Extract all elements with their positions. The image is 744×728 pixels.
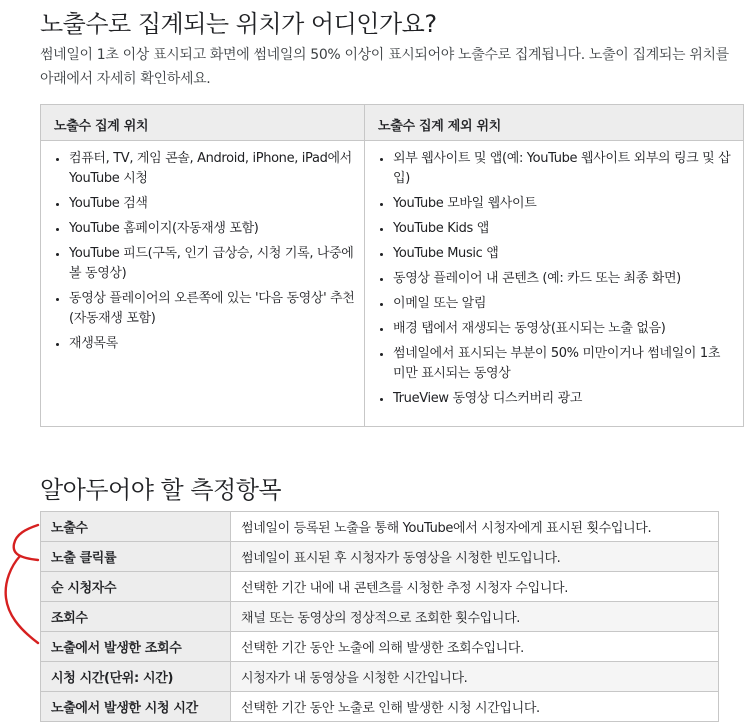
list-item: • 배경 탭에서 재생되는 동영상(표시되는 노출 없음) [393, 319, 735, 339]
metric-definition: 썸네일이 등록된 노출을 통해 YouTube에서 시청자에게 표시된 횟수입니다. [231, 512, 719, 542]
list-item: • YouTube 피드(구독, 인기 급상승, 시청 기록, 나중에 볼 동영상) [69, 244, 356, 284]
table-row [41, 632, 719, 662]
list-item: • 동영상 플레이어의 오른쪽에 있는 '다음 동영상' 추천(자동재생 포함) [69, 289, 356, 329]
counted-header: 노출수 집계 위치 [41, 105, 365, 141]
metric-term: 순 시청자수 [41, 572, 231, 602]
list-item: • 동영상 플레이어 내 콘텐츠 (예: 카드 또는 최종 화면) [393, 269, 735, 289]
list-item: • YouTube Music 앱 [393, 244, 735, 264]
metric-term: 노출수 [41, 512, 231, 542]
metric-definition: 선택한 기간 동안 노출에 의해 발생한 조회수입니다. [231, 632, 719, 662]
bracket-stroke-upper [14, 525, 38, 560]
table-row [41, 662, 719, 692]
excluded-list [377, 149, 735, 409]
excluded-header: 노출수 집계 제외 위치 [365, 105, 744, 141]
counted-list [53, 149, 356, 354]
metric-term: 노출에서 발생한 시청 시간 [41, 692, 231, 722]
table-row [41, 542, 719, 572]
metrics-heading: 알아두어야 할 측정항목 [40, 476, 282, 504]
list-item: • 썸네일에서 표시되는 부분이 50% 미만이거나 썸네일이 1초 미만 표시되는 동영상 [393, 344, 735, 384]
metric-definition: 썸네일이 표시된 후 시청자가 동영상을 시청한 빈도입니다. [231, 542, 719, 572]
metric-term: 노출 클릭률 [41, 542, 231, 572]
metric-definition: 시청자가 내 동영상을 시청한 시간입니다. [231, 662, 719, 692]
list-item: • 컴퓨터, TV, 게임 콘솔, Android, iPhone, iPad에서 YouTube 시청 [69, 149, 356, 189]
table-row [41, 692, 719, 722]
metric-definition: 선택한 기간 동안 노출로 인해 발생한 시청 시간입니다. [231, 692, 719, 722]
list-item: • 이메일 또는 알림 [393, 294, 735, 314]
list-item: • YouTube Kids 앱 [393, 219, 735, 239]
list-item: • 재생목록 [69, 334, 356, 354]
table-row [41, 572, 719, 602]
list-item: • TrueView 동영상 디스커버리 광고 [393, 389, 735, 409]
metric-term: 조회수 [41, 602, 231, 632]
counted-cell [41, 141, 365, 427]
page-title: 노출수로 집계되는 위치가 어디인가요? [40, 10, 437, 38]
metric-term: 시청 시간(단위: 시간) [41, 662, 231, 692]
list-item: • YouTube 홈페이지(자동재생 포함) [69, 219, 356, 239]
list-item: • YouTube 검색 [69, 194, 356, 214]
list-item: • YouTube 모바일 웹사이트 [393, 194, 735, 214]
intro-paragraph: 썸네일이 1초 이상 표시되고 화면에 썸네일의 50% 이상이 표시되어야 노출수로 집계됩니다. 노출이 집계되는 위치를 아래에서 자세히 확인하세요. [40, 47, 729, 87]
metric-definition: 채널 또는 동영상의 정상적으로 조회한 횟수입니다. [231, 602, 719, 632]
table-row [41, 602, 719, 632]
table-row [41, 512, 719, 542]
bracket-stroke-lower [6, 556, 38, 643]
list-item: • 외부 웹사이트 및 앱(예: YouTube 웹사이트 외부의 링크 및 삽입) [393, 149, 735, 189]
metrics-table [40, 511, 719, 722]
impression-locations-table [40, 104, 744, 427]
metric-definition: 선택한 기간 내에 내 콘텐츠를 시청한 추정 시청자 수입니다. [231, 572, 719, 602]
excluded-cell [365, 141, 744, 427]
metric-term: 노출에서 발생한 조회수 [41, 632, 231, 662]
